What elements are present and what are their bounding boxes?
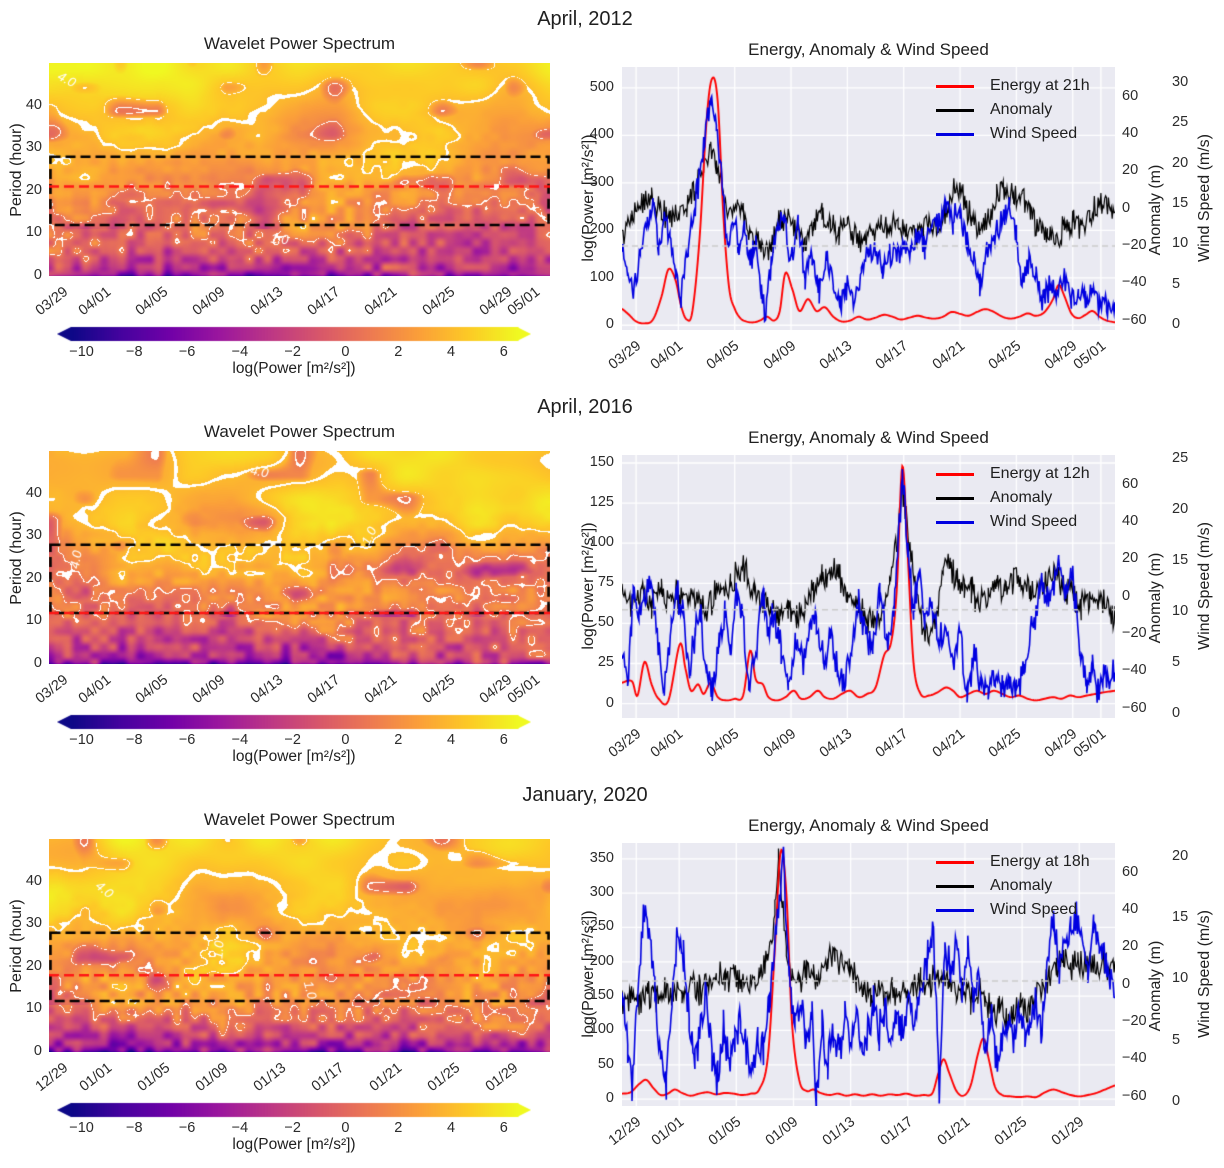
timeseries-title: Energy, Anomaly & Wind Speed	[748, 40, 989, 59]
wavelet-title: Wavelet Power Spectrum	[203, 810, 396, 829]
colorbar-tick-label: 4	[446, 344, 456, 360]
colorbar-tick-label: 2	[394, 344, 403, 360]
colorbar-tick-label: 6	[499, 1120, 508, 1136]
anomaly-tick-label: 60	[1122, 475, 1139, 492]
colorbar-tick-label: 2	[394, 1120, 403, 1136]
anomaly-axis-label: Anomaly (m)	[1147, 552, 1164, 644]
wind-speed-tick-label: 0	[1172, 316, 1181, 333]
wavelet-title: Wavelet Power Spectrum	[203, 34, 396, 53]
legend-label: Energy at 21h	[990, 77, 1090, 94]
colorbar-canvas	[57, 1102, 531, 1118]
colorbar-tick-label: −10	[69, 344, 94, 360]
power-y-tick-label: 75	[597, 574, 614, 591]
wind-speed-tick-label: 20	[1172, 501, 1189, 518]
colorbar-tick-label: −6	[178, 344, 196, 360]
legend-label: Wind Speed	[990, 513, 1078, 530]
colorbar-tick-label: −8	[126, 344, 143, 360]
colorbar-tick-label: −10	[69, 1120, 94, 1136]
wind-speed-tick-label: 25	[1172, 450, 1189, 467]
anomaly-axis-label: Anomaly (m)	[1147, 940, 1164, 1032]
wind-speed-tick-label: 5	[1172, 1031, 1181, 1048]
power-y-tick-label: 0	[605, 694, 614, 711]
anomaly-line-swatch	[936, 497, 974, 500]
anomaly-tick-label: 20	[1122, 550, 1139, 567]
anomaly-tick-label: 60	[1122, 863, 1139, 880]
wind-speed-tick-label: 15	[1172, 552, 1189, 568]
wavelet-y-tick-label: 30	[25, 915, 42, 932]
power-y-tick-label: 400	[589, 126, 614, 143]
power-y-tick-label: 125	[589, 494, 614, 511]
colorbar-tick-label: 4	[446, 732, 456, 748]
wind-line-swatch	[936, 133, 974, 136]
timeseries-title: Energy, Anomaly & Wind Speed	[748, 428, 989, 447]
anomaly-tick-label: −20	[1122, 1013, 1147, 1030]
power-y-tick-label: 25	[597, 654, 614, 671]
wavelet-y-axis-label: Period (hour)	[8, 123, 25, 217]
power-y-tick-label: 200	[589, 221, 614, 238]
anomaly-line-swatch	[936, 109, 974, 112]
anomaly-tick-label: −20	[1122, 625, 1147, 642]
legend-entry-wind	[936, 510, 1090, 534]
wind-speed-axis-label: Wind Speed (m/s)	[1196, 521, 1213, 651]
wind-speed-tick-label: 20	[1172, 847, 1189, 864]
legend-entry-wind	[936, 122, 1090, 146]
colorbar-tick-label: 6	[499, 344, 508, 360]
legend-label: Anomaly	[990, 489, 1053, 506]
anomaly-tick-label: 20	[1122, 938, 1139, 955]
anomaly-tick-label: 0	[1122, 975, 1131, 992]
legend-entry-energy	[936, 74, 1090, 98]
wind-speed-tick-label: 5	[1172, 653, 1181, 670]
wind-speed-tick-label: 0	[1172, 1093, 1181, 1110]
wavelet-y-tick-label: 10	[25, 1000, 42, 1017]
wavelet-y-axis-label: Period (hour)	[8, 899, 25, 993]
wind-speed-tick-label: 25	[1172, 114, 1189, 131]
colorbar-tick-label: 0	[341, 344, 350, 360]
power-y-tick-label: 200	[589, 952, 614, 969]
anomaly-tick-label: −40	[1122, 274, 1147, 291]
wind-speed-tick-label: 15	[1172, 195, 1189, 212]
power-y-tick-label: 100	[589, 534, 614, 551]
wind-speed-tick-label: 0	[1172, 704, 1181, 721]
anomaly-tick-label: 20	[1122, 162, 1139, 179]
colorbar-tick-label: −2	[284, 1120, 301, 1136]
power-y-tick-label: 0	[605, 316, 614, 333]
row-title: January, 2020	[522, 784, 648, 806]
colorbar-tick-label: −4	[231, 1120, 249, 1136]
legend	[936, 850, 1090, 922]
wind-speed-tick-label: 30	[1172, 74, 1189, 91]
wavelet-y-tick-label: 0	[33, 655, 42, 671]
colorbar-tick-label: −8	[126, 1120, 143, 1136]
anomaly-tick-label: −60	[1122, 699, 1147, 716]
legend-label: Energy at 12h	[990, 465, 1090, 482]
colorbar-tick-label: 0	[341, 1120, 350, 1136]
wavelet-y-tick-label: 20	[25, 181, 42, 198]
timeseries-title: Energy, Anomaly & Wind Speed	[748, 816, 989, 835]
legend-entry-anomaly	[936, 874, 1090, 898]
wavelet-y-tick-label: 40	[25, 872, 42, 889]
panel-row-april-2016: April, 2016 Wavelet Power Spectrum Period (hour) log(Power [m²/s²]) Energy, Anomaly & Wind Speed log(Power [m²/s²]) Anomaly (m) Wind Speed (m/s) Energy at 12h Anomaly Wind Speed 0 10 20 30 40 03/29 04/01 04/05 04/09 04/13 04/17 04/21 04/25 04/29 05/01 −10 −8 −6 −4 −2 0 2 4 6 0 25 50 75 100 125 150 03/29 04/01 04/05 04/09 04/13 04/17 04/21 04/25 04/29 05/01 60 40 20 0 −20 −40 −60 25 20 15 10 5 0	[0, 388, 1224, 776]
power-y-tick-label: 350	[589, 849, 614, 866]
anomaly-tick-label: −40	[1122, 662, 1147, 679]
wavelet-y-tick-label: 40	[25, 484, 42, 501]
wind-line-swatch	[936, 521, 974, 524]
power-y-tick-label: 500	[589, 78, 614, 95]
wavelet-y-tick-label: 30	[25, 527, 42, 544]
colorbar-tick-label: 4	[446, 1120, 456, 1136]
wavelet-y-tick-label: 40	[25, 96, 42, 113]
anomaly-tick-label: −20	[1122, 237, 1147, 254]
colorbar-tick-label: 6	[499, 732, 508, 748]
wavelet-y-tick-label: 30	[25, 139, 42, 156]
energy-line-swatch	[936, 85, 974, 88]
anomaly-tick-label: 40	[1122, 901, 1139, 918]
panel-row-january-2020: January, 2020 Wavelet Power Spectrum Period (hour) log(Power [m²/s²]) Energy, Anomaly & Wind Speed log(Power [m²/s²]) Anomaly (m) Wind Speed (m/s) Energy at 18h Anomaly Wind Speed 0 10 20 30 40 12/29 01/01 01/05 01/09 01/13 01/17 01/21 01/25 01/29 −10 −8 −6 −4 −2 0 2 4 6 0 50 100 150 200 250 300 350 12/29 01/01 01/05 01/09 01/13 01/17 01/21 01/25 01/29 60 40 20 0 −20 −40 −60 20 15 10 5 0	[0, 776, 1224, 1164]
legend-label: Anomaly	[990, 101, 1053, 118]
colorbar-label: log(Power [m²/s²])	[232, 1136, 356, 1153]
colorbar-tick-label: −10	[69, 732, 94, 748]
legend-label: Wind Speed	[990, 901, 1078, 918]
wind-speed-axis-label: Wind Speed (m/s)	[1196, 909, 1213, 1039]
panel-row-april-2012: April, 2012 Wavelet Power Spectrum Period (hour) log(Power [m²/s²]) Energy, Anomaly & Wind Speed log(Power [m²/s²]) Anomaly (m) Wind Speed (m/s) Energy at 21h Anomaly Wind Speed 0 10 20 30 40 03/29 04/01 04/05 04/09 04/13 04/17 04/21 04/25 04/29 05/01 −10 −8 −6 −4 −2 0 2 4 6 0 100 200 300 400 500 03/29 04/01 04/05 04/09 04/13 04/17 04/21 04/25 04/29 05/01 60 40 20 0 −20 −40 −60 30 25 20 15 10 5 0	[0, 0, 1224, 388]
wavelet-y-axis-label: Period (hour)	[8, 511, 25, 605]
wind-speed-tick-label: 10	[1172, 970, 1189, 987]
legend-entry-anomaly	[936, 98, 1090, 122]
timeseries-y-axis-label: log(Power [m²/s²])	[580, 134, 597, 262]
colorbar-tick-label: −6	[178, 732, 196, 748]
anomaly-tick-label: 60	[1122, 87, 1139, 104]
power-y-tick-label: 300	[589, 884, 614, 901]
colorbar-label: log(Power [m²/s²])	[232, 360, 356, 377]
wind-speed-tick-label: 15	[1172, 908, 1189, 925]
legend-entry-energy	[936, 850, 1090, 874]
energy-line-swatch	[936, 473, 974, 476]
anomaly-tick-label: 40	[1122, 125, 1139, 142]
wind-speed-tick-label: 10	[1172, 235, 1189, 252]
colorbar-canvas	[57, 714, 531, 730]
legend-entry-anomaly	[936, 486, 1090, 510]
power-y-tick-label: 150	[589, 987, 614, 1004]
wavelet-y-tick-label: 10	[25, 612, 42, 629]
colorbar-tick-label: 0	[341, 732, 350, 748]
legend-label: Wind Speed	[990, 125, 1078, 142]
wind-speed-tick-label: 10	[1172, 602, 1189, 619]
colorbar-tick-label: −8	[126, 732, 143, 748]
wind-speed-tick-label: 20	[1172, 154, 1189, 171]
anomaly-tick-label: 0	[1122, 587, 1131, 604]
colorbar-tick-label: −2	[284, 732, 301, 748]
anomaly-tick-label: 40	[1122, 513, 1139, 530]
anomaly-line-swatch	[936, 885, 974, 888]
power-y-tick-label: 50	[597, 1055, 614, 1072]
legend-label: Energy at 18h	[990, 853, 1090, 870]
anomaly-tick-label: 0	[1122, 199, 1131, 216]
power-y-tick-label: 150	[589, 454, 614, 471]
power-y-tick-label: 50	[597, 614, 614, 631]
wavelet-y-tick-label: 10	[25, 224, 42, 241]
row-title: April, 2016	[537, 396, 633, 418]
legend	[936, 74, 1090, 146]
wavelet-y-tick-label: 0	[33, 267, 42, 283]
colorbar-canvas	[57, 326, 531, 342]
colorbar-label: log(Power [m²/s²])	[232, 748, 356, 765]
colorbar-tick-label: 2	[394, 732, 403, 748]
anomaly-tick-label: −60	[1122, 311, 1147, 328]
wavelet-y-tick-label: 20	[25, 957, 42, 974]
wind-line-swatch	[936, 909, 974, 912]
colorbar-tick-label: −6	[178, 1120, 196, 1136]
timeseries-y-axis-label: log(Power [m²/s²])	[580, 522, 597, 650]
power-y-tick-label: 0	[605, 1090, 614, 1107]
legend-entry-wind	[936, 898, 1090, 922]
colorbar-tick-label: −2	[284, 344, 301, 360]
timeseries-y-axis-label: log(Power [m²/s²])	[580, 910, 597, 1038]
colorbar-tick-label: −4	[231, 344, 249, 360]
wavelet-y-tick-label: 20	[25, 569, 42, 586]
wavelet-title: Wavelet Power Spectrum	[203, 422, 396, 441]
row-title: April, 2012	[537, 8, 633, 30]
energy-line-swatch	[936, 861, 974, 864]
wavelet-heatmap-canvas	[49, 451, 550, 664]
power-y-tick-label: 100	[589, 268, 614, 285]
wind-speed-tick-label: 5	[1172, 275, 1181, 292]
wavelet-y-tick-label: 0	[33, 1043, 42, 1059]
wind-speed-axis-label: Wind Speed (m/s)	[1196, 133, 1213, 263]
anomaly-axis-label: Anomaly (m)	[1147, 164, 1164, 256]
colorbar-tick-label: −4	[231, 732, 249, 748]
legend-entry-energy	[936, 462, 1090, 486]
wavelet-heatmap-canvas	[49, 839, 550, 1052]
power-y-tick-label: 250	[589, 918, 614, 935]
legend-label: Anomaly	[990, 877, 1053, 894]
anomaly-tick-label: −40	[1122, 1050, 1147, 1067]
power-y-tick-label: 100	[589, 1021, 614, 1038]
power-y-tick-label: 300	[589, 173, 614, 190]
legend	[936, 462, 1090, 534]
wavelet-heatmap-canvas	[49, 63, 550, 276]
anomaly-tick-label: −60	[1122, 1087, 1147, 1104]
